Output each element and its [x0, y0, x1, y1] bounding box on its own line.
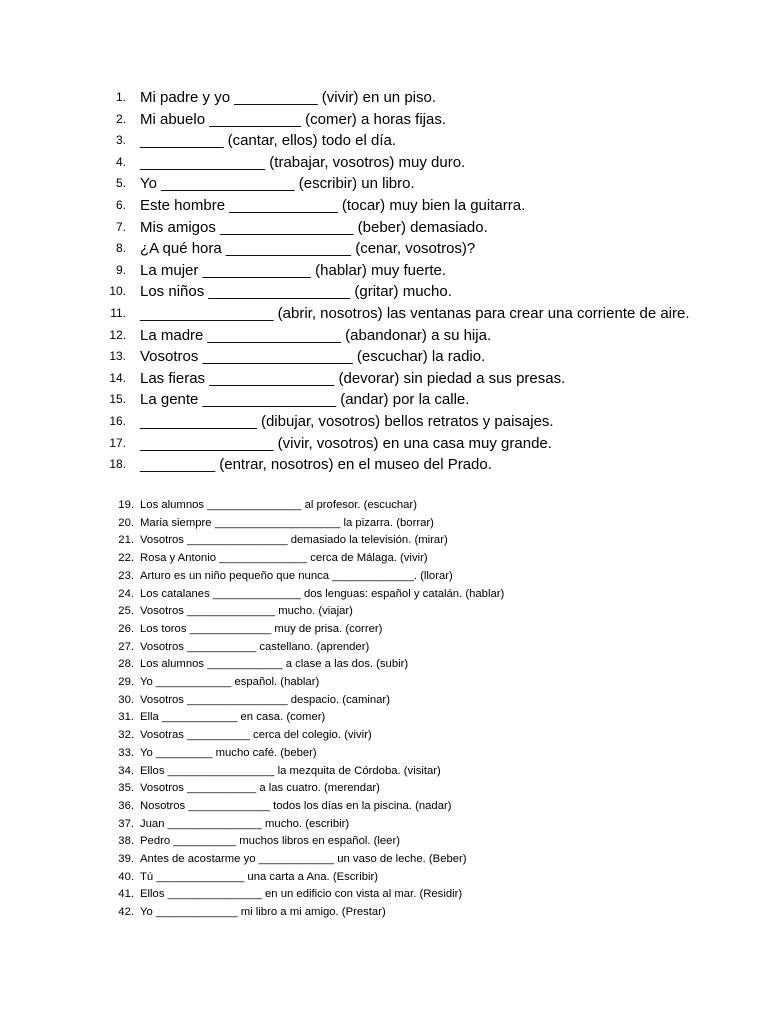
exercise-sentence: _______________ (trabajar, vosotros) muy duro.	[140, 153, 466, 171]
exercise-sentence: Ellos _______________ en un edificio con vista al mar. (Residir)	[140, 888, 463, 901]
exercise-item	[100, 346, 740, 368]
exercise-item	[100, 325, 740, 347]
exercise-number: 37.	[118, 817, 134, 830]
exercise-number: 24.	[118, 587, 134, 600]
exercise-number: 1.	[115, 90, 126, 104]
exercise-item	[100, 195, 740, 217]
exercise-item	[100, 238, 740, 260]
exercise-number: 6.	[115, 197, 126, 212]
exercise-sentence: Pedro __________ muchos libros en español. (leer)	[140, 835, 400, 848]
exercise-sentence: Los alumnos _______________ al profesor. (escuchar)	[140, 499, 417, 511]
exercise-sentence: Ellos _________________ la mezquita de Córdoba. (visitar)	[140, 764, 441, 777]
exercise-item	[100, 152, 740, 174]
exercise-number: 19.	[118, 499, 134, 511]
exercise-number: 35.	[118, 782, 134, 795]
exercise-number: 34.	[118, 764, 134, 777]
exercise-sentence: Vosotros ___________ castellano. (aprender)	[140, 640, 370, 653]
exercise-item	[100, 433, 740, 455]
exercise-item	[110, 851, 740, 869]
exercise-number: 17.	[109, 435, 126, 450]
exercise-item	[110, 674, 740, 692]
exercise-item	[110, 515, 740, 533]
exercise-number: 3.	[115, 133, 126, 148]
exercise-item	[110, 904, 740, 922]
exercise-number: 39.	[118, 853, 134, 866]
exercise-sentence: Tú ______________ una carta a Ana. (Escribir)	[140, 870, 379, 883]
exercise-number: 8.	[115, 241, 126, 256]
exercise-list-large	[100, 87, 740, 476]
exercise-sentence: Ella ____________ en casa. (comer)	[140, 711, 326, 724]
exercise-item	[110, 886, 740, 904]
exercise-number: 14.	[109, 370, 126, 385]
exercise-number: 31.	[118, 711, 134, 724]
exercise-sentence: Los catalanes ______________ dos lenguas: español y catalán. (hablar)	[140, 587, 505, 600]
exercise-sentence: Nosotros _____________ todos los días en la piscina. (nadar)	[140, 799, 452, 812]
exercise-sentence: La mujer _____________ (hablar) muy fuerte.	[140, 261, 447, 279]
exercise-item	[110, 621, 740, 639]
exercise-number: 23.	[118, 569, 134, 582]
exercise-number: 27.	[118, 640, 134, 653]
exercise-item	[100, 281, 740, 303]
exercise-number: 2.	[115, 111, 126, 126]
exercise-item	[110, 550, 740, 568]
exercise-sentence: Este hombre _____________ (tocar) muy bien la guitarra.	[140, 196, 526, 214]
exercise-sentence: Rosa y Antonio ______________ cerca de Málaga. (vivir)	[140, 552, 428, 565]
exercise-sentence: ________________ (vivir, vosotros) en una casa muy grande.	[140, 434, 552, 452]
exercise-sentence: ¿A qué hora _______________ (cenar, vosotros)?	[140, 240, 476, 258]
exercise-sentence: La madre ________________ (abandonar) a su hija.	[140, 326, 492, 344]
exercise-item	[100, 130, 740, 152]
exercise-number: 42.	[118, 906, 134, 919]
exercise-number: 7.	[115, 219, 126, 234]
exercise-sentence: Mi abuelo ___________ (comer) a horas fijas.	[140, 110, 447, 128]
exercise-number: 13.	[109, 349, 126, 364]
exercise-sentence: Vosotros ___________ a las cuatro. (merendar)	[140, 782, 380, 795]
exercise-sentence: Yo _________ mucho café. (beber)	[140, 746, 317, 759]
exercise-number: 9.	[115, 262, 126, 277]
exercise-number: 29.	[118, 676, 134, 689]
exercise-item	[100, 87, 740, 109]
exercise-number: 28.	[118, 658, 134, 671]
exercise-number: 15.	[109, 392, 126, 407]
exercise-item	[110, 763, 740, 781]
exercise-item	[110, 586, 740, 604]
exercise-sentence: Vosotras __________ cerca del colegio. (vivir)	[140, 729, 372, 742]
exercise-number: 16.	[109, 413, 126, 428]
exercise-number: 20.	[118, 516, 134, 529]
exercise-number: 38.	[118, 835, 134, 848]
exercise-sentence: Vosotros ________________ demasiado la televisión. (mirar)	[140, 534, 448, 547]
exercise-sentence: Los niños _________________ (gritar) mucho.	[140, 283, 452, 301]
exercise-item	[100, 389, 740, 411]
exercise-number: 41.	[118, 888, 134, 901]
exercise-item	[110, 780, 740, 798]
exercise-item	[110, 745, 740, 763]
exercise-item	[110, 639, 740, 657]
exercise-item	[110, 727, 740, 745]
exercise-item	[110, 709, 740, 727]
exercise-sentence: Los toros _____________ muy de prisa. (correr)	[140, 622, 383, 635]
exercise-number: 11.	[110, 305, 126, 320]
exercise-item	[110, 568, 740, 586]
exercise-item	[100, 454, 740, 476]
exercise-sentence: La gente ________________ (andar) por la calle.	[140, 391, 470, 409]
exercise-sentence: Yo ________________ (escribir) un libro.	[140, 175, 415, 193]
exercise-number: 26.	[118, 622, 134, 635]
exercise-number: 25.	[118, 605, 134, 618]
exercise-item	[100, 411, 740, 433]
exercise-sentence: Mi padre y yo __________ (vivir) en un piso.	[140, 89, 437, 106]
exercise-sentence: __________ (cantar, ellos) todo el día.	[140, 132, 397, 150]
exercise-sentence: Vosotros ________________ despacio. (caminar)	[140, 693, 390, 706]
exercise-number: 22.	[118, 552, 134, 565]
exercise-item	[100, 217, 740, 239]
exercise-number: 21.	[118, 534, 134, 547]
exercise-number: 30.	[118, 693, 134, 706]
exercise-item	[110, 833, 740, 851]
exercise-number: 33.	[118, 746, 134, 759]
exercise-number: 5.	[115, 176, 126, 191]
exercise-item	[100, 303, 740, 325]
exercise-item	[110, 869, 740, 887]
exercise-list-small	[110, 497, 740, 922]
exercise-item	[110, 497, 740, 515]
exercise-sentence: Vosotros __________________ (escuchar) la radio.	[140, 348, 486, 366]
exercise-item	[110, 603, 740, 621]
exercise-item	[110, 656, 740, 674]
exercise-item	[110, 816, 740, 834]
exercise-item	[110, 532, 740, 550]
exercise-number: 32.	[118, 729, 134, 742]
exercise-item	[110, 692, 740, 710]
exercise-number: 4.	[115, 154, 126, 169]
exercise-sentence: ______________ (dibujar, vosotros) bellos retratos y paisajes.	[140, 412, 554, 430]
exercise-sentence: Arturo es un niño pequeño que nunca _____________. (llorar)	[140, 569, 453, 582]
exercise-item	[100, 260, 740, 282]
exercise-sentence: Juan _______________ mucho. (escribir)	[140, 817, 350, 830]
exercise-sentence: ________________ (abrir, nosotros) las ventanas para crear una corriente de aire.	[140, 304, 690, 322]
exercise-sentence: Mis amigos ________________ (beber) demasiado.	[140, 218, 488, 236]
exercise-number: 12.	[109, 327, 126, 342]
exercise-number: 36.	[118, 799, 134, 812]
exercise-item	[100, 173, 740, 195]
exercise-sentence: Los alumnos ____________ a clase a las dos. (subir)	[140, 658, 409, 671]
exercise-item	[100, 109, 740, 131]
exercise-number: 10.	[109, 284, 126, 299]
exercise-number: 18.	[109, 457, 126, 472]
exercise-sentence: _________ (entrar, nosotros) en el museo del Prado.	[140, 456, 492, 474]
exercise-sentence: Vosotros ______________ mucho. (viajar)	[140, 605, 353, 618]
exercise-item	[100, 368, 740, 390]
exercise-sentence: Yo _____________ mi libro a mi amigo. (Prestar)	[140, 906, 386, 919]
exercise-sentence: Maria siempre ____________________ la pizarra. (borrar)	[140, 516, 434, 529]
exercise-sentence: Las fieras _______________ (devorar) sin piedad a sus presas.	[140, 369, 566, 387]
exercise-item	[110, 798, 740, 816]
exercise-number: 40.	[118, 870, 134, 883]
exercise-sentence: Yo ____________ español. (hablar)	[140, 676, 320, 689]
exercise-sentence: Antes de acostarme yo ____________ un vaso de leche. (Beber)	[140, 853, 467, 866]
